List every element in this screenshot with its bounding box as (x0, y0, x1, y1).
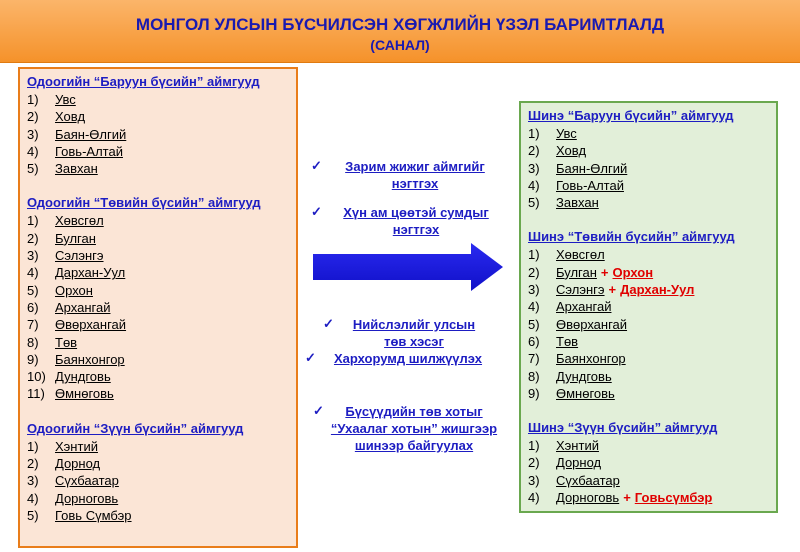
item-number: 3) (528, 282, 540, 298)
proposed-aimag-list (528, 437, 776, 506)
aimag-name: Баян-Өлгий (55, 126, 127, 142)
current-aimag-list (27, 91, 296, 177)
item-number: 8) (528, 368, 540, 384)
proposal-capital-center: Нийслэлийг улсын төв хэсэг (352, 317, 476, 349)
item-number: 1) (27, 438, 39, 454)
item-number: 4) (528, 299, 540, 315)
list-item (27, 143, 296, 160)
item-number: 2) (27, 109, 39, 125)
list-item (27, 91, 296, 108)
aimag-name: Говь Сүмбэр (55, 507, 132, 523)
list-item (27, 507, 296, 524)
item-number: 5) (27, 282, 39, 298)
item-number: 1) (528, 438, 540, 454)
list-item (528, 316, 776, 333)
list-item (27, 108, 296, 125)
aimag-name: Завхан (55, 161, 98, 177)
aimag-name: Дорноговь (556, 490, 620, 506)
aimag-name: Дархан-Уул (55, 265, 126, 281)
aimag-name: Дундговь (556, 368, 612, 384)
item-number: 5) (27, 161, 39, 177)
list-item (528, 142, 776, 159)
plus-sign: + (608, 282, 617, 298)
item-number: 6) (27, 299, 39, 315)
aimag-name: Өвөрхангай (556, 316, 628, 332)
list-item (27, 490, 296, 507)
aimag-name: Өмнөговь (55, 386, 114, 402)
current-regions-panel (18, 67, 298, 548)
list-item (528, 385, 776, 402)
current-region-group (27, 420, 296, 524)
check-icon: ✓ (323, 316, 334, 331)
list-item (528, 368, 776, 385)
aimag-name: Увс (556, 126, 577, 141)
right-arrow-icon (313, 243, 503, 291)
item-number: 3) (528, 472, 540, 488)
list-item (27, 472, 296, 489)
proposed-aimag-list (528, 125, 776, 211)
aimag-name: Төв (55, 334, 78, 350)
plus-sign: + (623, 490, 631, 506)
list-item (528, 489, 776, 506)
aimag-name: Дорнод (556, 455, 602, 471)
item-number: 5) (528, 195, 540, 211)
item-number: 1) (27, 92, 39, 107)
item-number: 3) (27, 473, 39, 489)
item-number: 4) (528, 177, 540, 193)
merged-aimag-name: Дархан-Уул (620, 282, 695, 298)
item-number: 2) (27, 230, 39, 246)
list-item (27, 299, 296, 316)
list-item (528, 125, 776, 142)
list-item (27, 385, 296, 402)
list-item (528, 264, 776, 281)
aimag-name: Өвөрхангай (55, 317, 127, 333)
list-item (27, 160, 296, 177)
aimag-name: Хэнтий (556, 438, 599, 454)
item-number: 11) (27, 386, 45, 402)
list-item (27, 264, 296, 281)
list-item (27, 230, 296, 247)
aimag-name: Орхон (55, 282, 93, 298)
proposed-regions-panel (519, 101, 778, 513)
item-number: 3) (27, 248, 39, 264)
aimag-name: Дундговь (55, 369, 111, 385)
current-region-group (27, 194, 296, 402)
item-number: 10) (27, 369, 46, 385)
aimag-name: Говь-Алтай (55, 143, 123, 159)
aimag-name: Булган (55, 230, 96, 246)
aimag-name: Сүхбаатар (556, 472, 620, 488)
proposed-region-heading: Шинэ “Зүүн бүсийн” аймгууд (528, 420, 718, 436)
current-region-group (27, 73, 296, 177)
proposed-region-group (528, 419, 776, 506)
check-icon: ✓ (311, 204, 322, 219)
page-subtitle: (САНАЛ) (370, 37, 430, 53)
list-item (27, 126, 296, 143)
aimag-name: Өмнөговь (556, 385, 615, 401)
current-aimag-list (27, 438, 296, 524)
item-number: 9) (528, 385, 540, 401)
check-icon: ✓ (313, 403, 324, 418)
list-item (27, 247, 296, 264)
list-item (27, 212, 296, 229)
list-item (528, 333, 776, 350)
item-number: 5) (27, 507, 39, 523)
item-number: 4) (27, 490, 39, 506)
current-region-heading: Одоогийн “Зүүн бүсийн” аймгууд (27, 420, 244, 436)
aimag-name: Увс (55, 92, 76, 107)
proposed-region-heading: Шинэ “Баруун бүсийн” аймгууд (528, 108, 734, 123)
aimag-name: Архангай (556, 299, 612, 315)
current-aimag-list (27, 212, 296, 402)
list-item (528, 472, 776, 489)
list-item (528, 160, 776, 177)
aimag-name: Булган (556, 264, 597, 280)
list-item (27, 438, 296, 455)
aimag-name: Дорноговь (55, 490, 119, 506)
item-number: 3) (528, 160, 540, 176)
proposed-aimag-list (528, 246, 776, 402)
page-title: МОНГОЛ УЛСЫН БҮСЧИЛСЭН ХӨГЖЛИЙН ҮЗЭЛ БАРИМТЛАЛД (135, 15, 665, 34)
item-number: 2) (528, 455, 540, 471)
aimag-name: Завхан (556, 195, 599, 211)
item-number: 6) (528, 333, 540, 349)
item-number: 5) (528, 316, 540, 332)
item-number: 3) (27, 126, 39, 142)
proposed-region-group (528, 107, 776, 211)
item-number: 4) (528, 490, 540, 506)
item-number: 1) (27, 213, 39, 229)
list-item (528, 454, 776, 471)
item-number: 1) (528, 247, 540, 263)
item-number: 7) (27, 317, 39, 333)
aimag-name: Хэнтий (55, 438, 98, 454)
list-item (528, 350, 776, 367)
aimag-name: Ховд (556, 143, 587, 159)
list-item (528, 281, 776, 298)
aimag-name: Сэлэнгэ (55, 248, 104, 264)
proposal-merge-aimags: Зарим жижиг аймгийг нэгтгэх (345, 159, 485, 191)
list-item (27, 334, 296, 351)
aimag-name: Дорнод (55, 456, 101, 472)
aimag-name: Хөвсгөл (556, 247, 605, 263)
merged-aimag-name: Говьсүмбэр (634, 490, 713, 506)
aimag-name: Архангай (55, 299, 111, 315)
list-item (528, 437, 776, 454)
proposed-region-group (528, 228, 776, 402)
aimag-name: Ховд (55, 109, 86, 125)
item-number: 2) (528, 264, 540, 280)
current-region-heading: Одоогийн “Баруун бүсийн” аймгууд (27, 74, 260, 89)
plus-sign: + (600, 264, 609, 280)
aimag-name: Говь-Алтай (556, 177, 624, 193)
proposal-move-to-kharkhorum: Хархорумд шилжүүлэх (333, 351, 483, 366)
proposal-merge-soums: Хүн ам цөөтэй сумдыг нэгтгэх (343, 205, 489, 237)
list-item (27, 455, 296, 472)
list-item (27, 368, 296, 385)
list-item (528, 177, 776, 194)
check-icon: ✓ (311, 158, 322, 173)
proposed-region-heading: Шинэ “Төвийн бүсийн” аймгууд (528, 229, 735, 245)
aimag-name: Баянхонгор (556, 351, 626, 367)
check-icon: ✓ (305, 350, 316, 365)
item-number: 2) (528, 143, 540, 159)
merged-aimag-name: Орхон (612, 264, 654, 280)
list-item (27, 282, 296, 299)
list-item (27, 316, 296, 333)
current-region-heading: Одоогийн “Төвийн бүсийн” аймгууд (27, 195, 261, 211)
list-item (528, 194, 776, 211)
aimag-name: Төв (556, 333, 579, 349)
item-number: 8) (27, 334, 39, 350)
item-number: 4) (27, 143, 39, 159)
item-number: 4) (27, 265, 39, 281)
list-item (528, 246, 776, 263)
item-number: 7) (528, 351, 540, 367)
title-banner (0, 0, 800, 63)
aimag-name: Баянхонгор (55, 351, 125, 367)
aimag-name: Хөвсгөл (55, 213, 104, 229)
item-number: 9) (27, 351, 39, 367)
aimag-name: Сүхбаатар (55, 473, 119, 489)
aimag-name: Сэлэнгэ (556, 282, 605, 298)
list-item (27, 351, 296, 368)
list-item (528, 298, 776, 315)
proposal-smart-cities: Бүсүүдийн төв хотыг “Ухаалаг хотын” жишгээр шинээр байгуулах (330, 404, 498, 453)
item-number: 2) (27, 456, 39, 472)
aimag-name: Баян-Өлгий (556, 160, 628, 176)
item-number: 1) (528, 126, 540, 141)
